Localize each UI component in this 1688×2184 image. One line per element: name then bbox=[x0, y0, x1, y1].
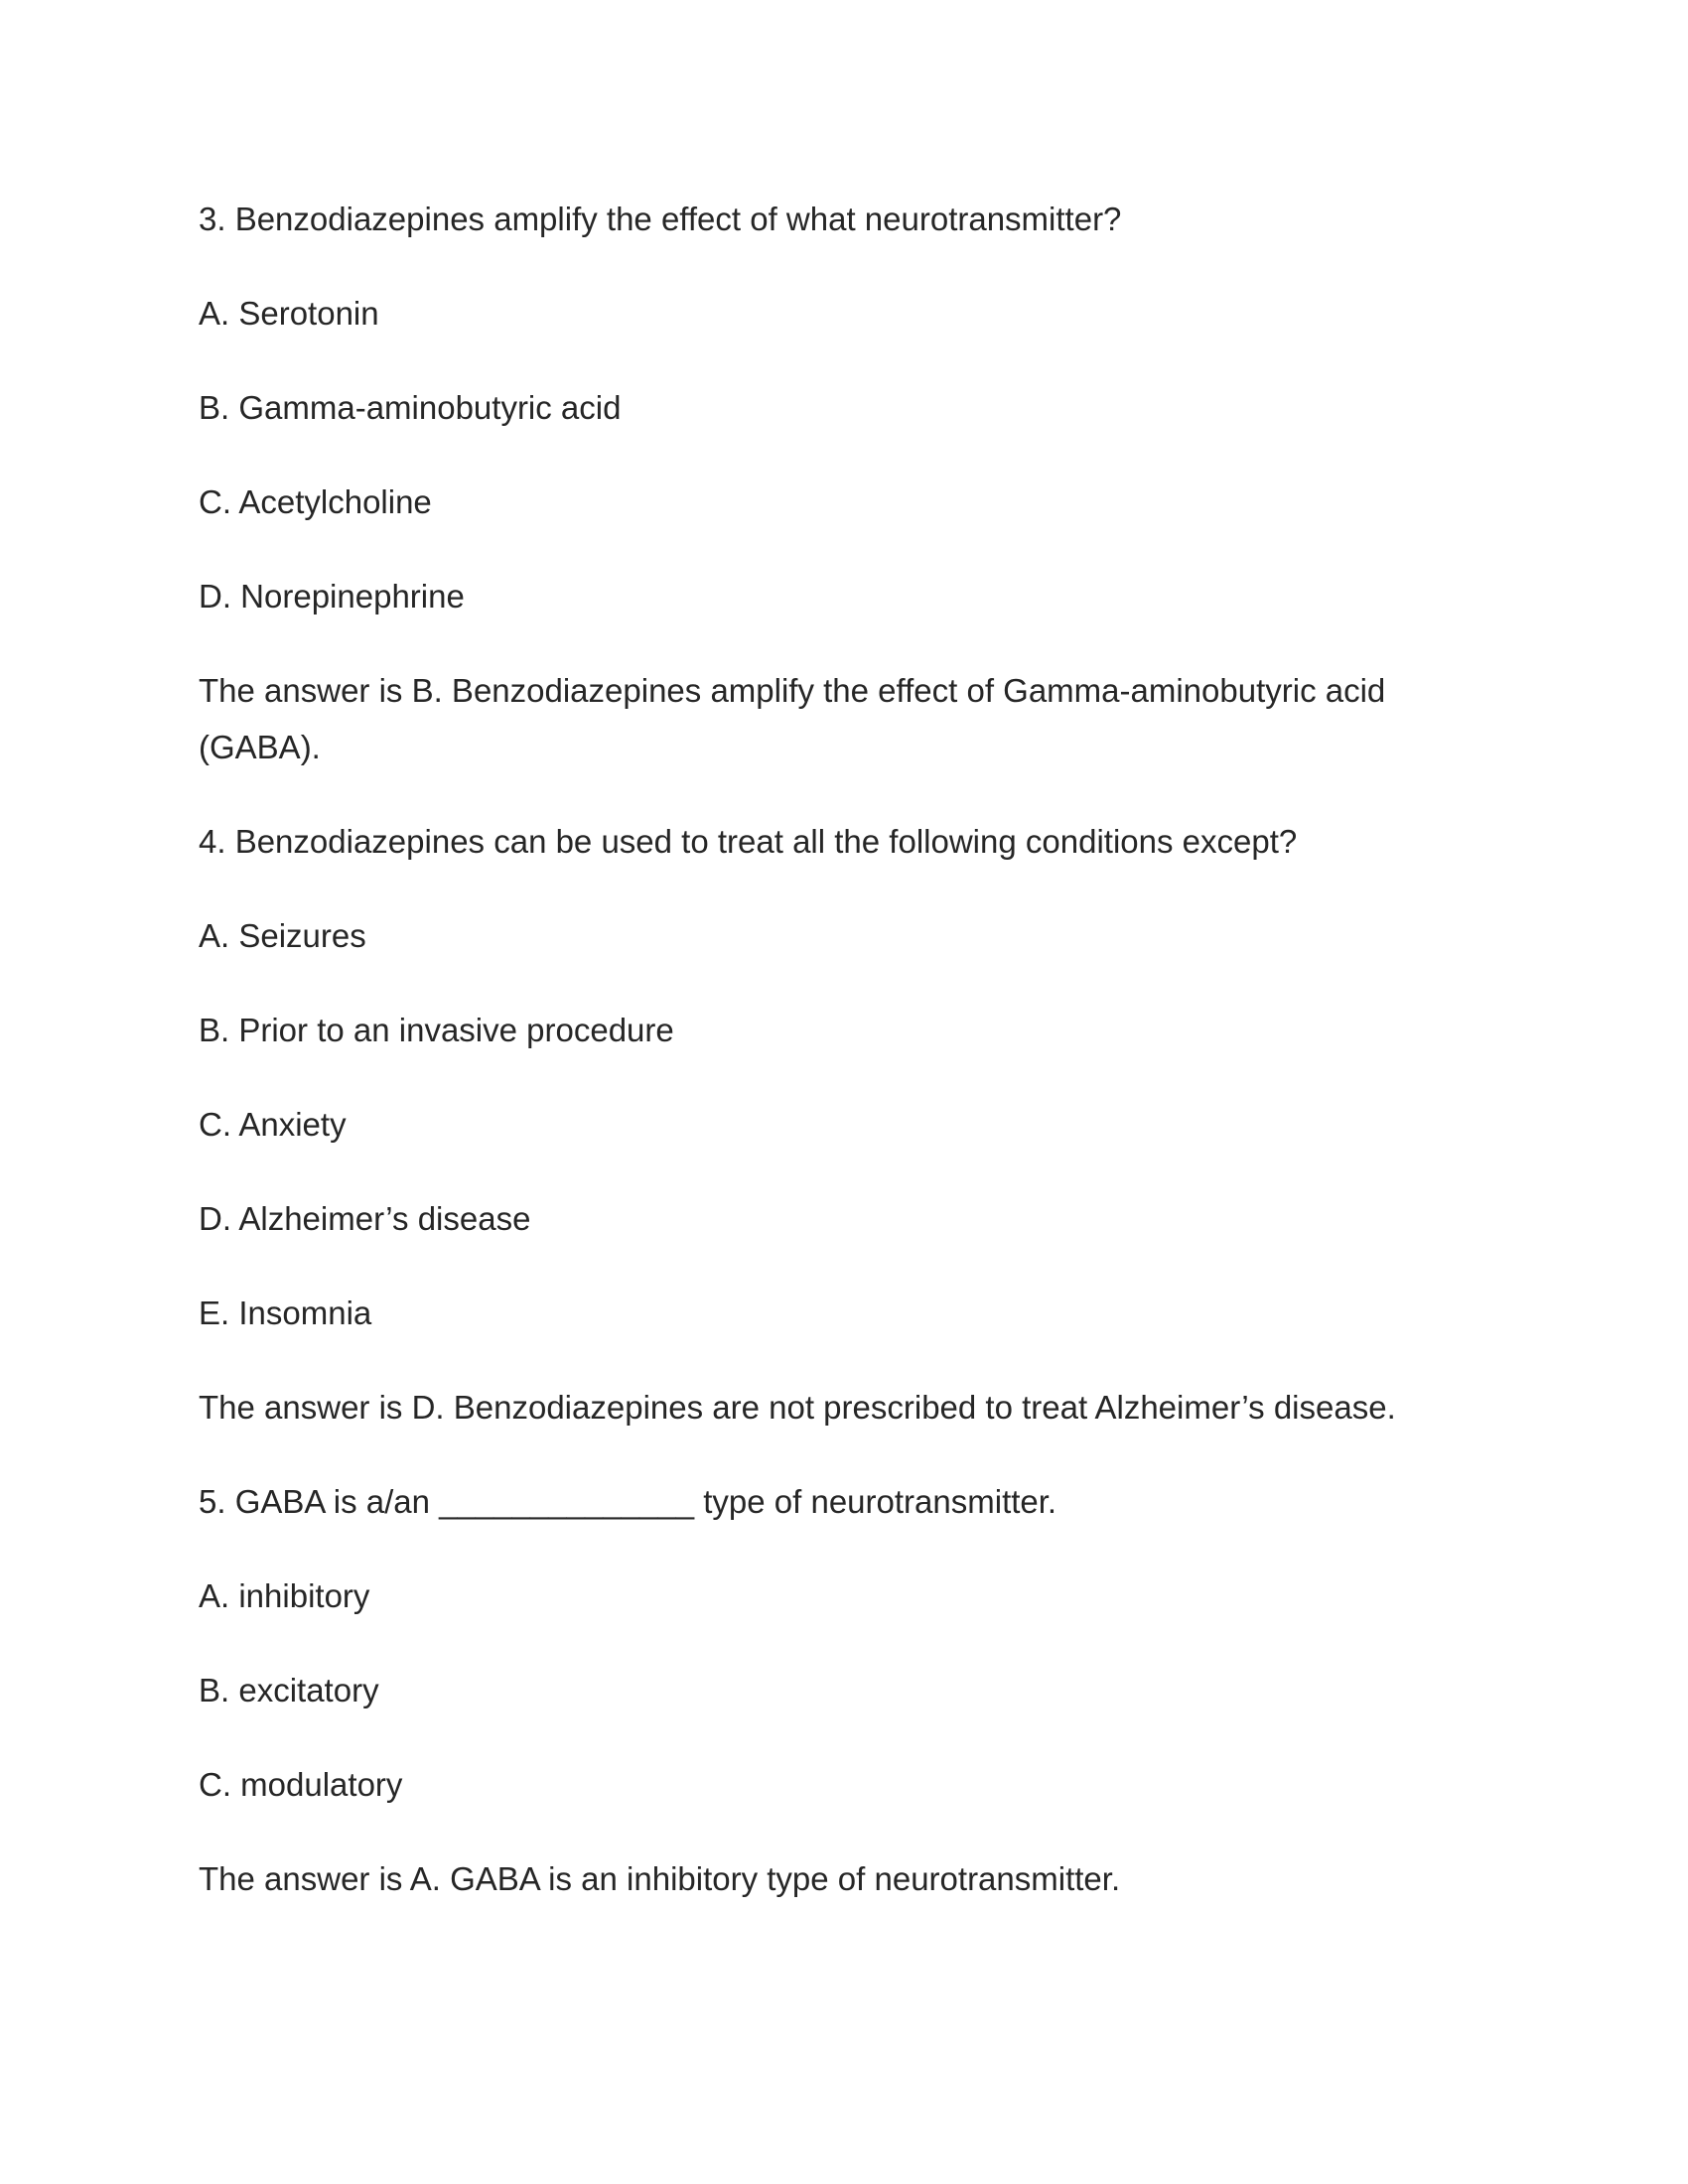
question-3-answer-line-2: (GABA). bbox=[199, 729, 321, 765]
question-3-option-c: C. Acetylcholine bbox=[199, 483, 432, 520]
question-4-option-d: D. Alzheimer’s disease bbox=[199, 1200, 531, 1237]
question-5-option-c: C. modulatory bbox=[199, 1766, 403, 1803]
question-4-option-c: C. Anxiety bbox=[199, 1106, 347, 1143]
question-4-answer: The answer is D. Benzodiazepines are not prescribed to treat Alzheimer’s disease. bbox=[199, 1389, 1396, 1426]
question-5-option-b: B. excitatory bbox=[199, 1672, 379, 1708]
quiz-content bbox=[199, 191, 1489, 1945]
question-4-option-a: A. Seizures bbox=[199, 917, 366, 954]
question-3-text: 3. Benzodiazepines amplify the effect of what neurotransmitter? bbox=[199, 201, 1122, 237]
question-3-option-d: D. Norepinephrine bbox=[199, 578, 465, 614]
question-5-option-a: A. inhibitory bbox=[199, 1577, 370, 1614]
question-4-option-e: E. Insomnia bbox=[199, 1295, 372, 1331]
question-4-option-b: B. Prior to an invasive procedure bbox=[199, 1012, 674, 1048]
question-3-answer bbox=[199, 662, 1489, 813]
question-5-answer: The answer is A. GABA is an inhibitory type of neurotransmitter. bbox=[199, 1860, 1121, 1897]
question-4-text: 4. Benzodiazepines can be used to treat all the following conditions except? bbox=[199, 823, 1298, 860]
question-3-option-a: A. Serotonin bbox=[199, 295, 379, 332]
question-3-option-b: B. Gamma-aminobutyric acid bbox=[199, 389, 622, 426]
question-5-text: 5. GABA is a/an ______________ type of neurotransmitter. bbox=[199, 1483, 1057, 1520]
question-3-answer-line-1: The answer is B. Benzodiazepines amplify the effect of Gamma-aminobutyric acid bbox=[199, 672, 1386, 709]
